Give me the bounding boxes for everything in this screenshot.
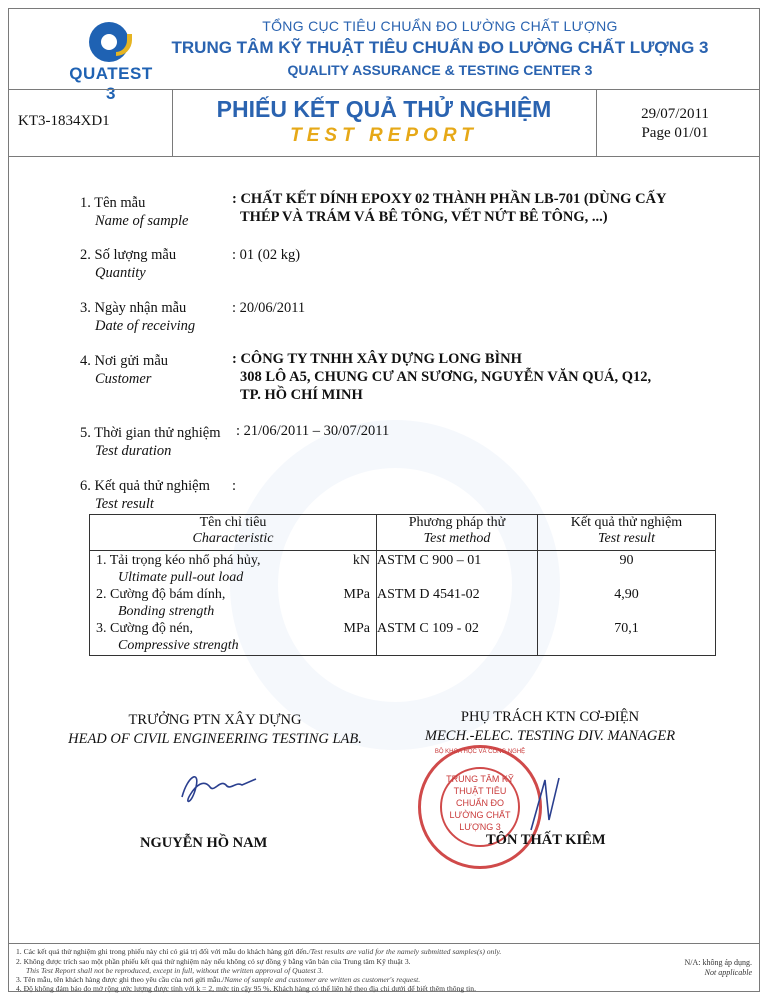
field-value-duration: : 21/06/2011 – 30/07/2011 — [236, 423, 390, 439]
footer-note-2-en: This Test Report shall not be reproduced, except in full, without the written approval of Quatest 3. — [26, 966, 324, 975]
right-signatory-name: TÔN THẤT KIÊM — [486, 832, 606, 848]
table-cell: ASTM C 900 – 01 ASTM D 4541-02 ASTM C 109 - 02 — [377, 551, 538, 656]
footer-note-3: 3. Tên mẫu, tên khách hàng được ghi theo yêu cầu của nơi gửi mẫu./Name of sample and customer are written as customer's request. — [16, 975, 421, 984]
report-date-block — [600, 105, 750, 143]
field-label-result: 6. Kết quả thử nghiệm Test result — [80, 478, 210, 512]
table-header-cell: Kết quả thử nghiệm Test result — [538, 515, 716, 551]
divider — [8, 156, 760, 157]
report-code: KT3-1834XD1 — [18, 113, 110, 129]
field-label-duration: 5. Thời gian thử nghiệm Test duration — [80, 425, 221, 459]
org-name-vn: TRUNG TÂM KỸ THUẬT TIÊU CHUẨN ĐO LƯỜNG CHẤT LƯỢNG 3 — [171, 38, 709, 57]
results-table — [89, 514, 716, 656]
table-cell: 90 4,90 70,1 — [538, 551, 716, 656]
right-signatory-title: PHỤ TRÁCH KTN CƠ-ĐIỆN MECH.-ELEC. TESTING DIV. MANAGER — [424, 709, 676, 744]
table-cell: 1. Tải trọng kéo nhổ phá hủy, kN Ultimate pull-out load 2. Cường độ bám dính, MPa Bonding strength 3. Cường độ nén, MPa Compressive strength — [90, 551, 377, 656]
table-row — [90, 551, 716, 656]
stamp-ring-text: BỘ KHOA HỌC VÀ CÔNG NGHỆ — [434, 749, 526, 755]
report-title-en: TEST REPORT — [290, 125, 478, 146]
table-header-cell: Tên chỉ tiêu Characteristic — [90, 515, 377, 551]
field-label-quantity: 2. Số lượng mẫu Quantity — [80, 247, 177, 281]
field-label-receiving: 3. Ngày nhận mẫu Date of receiving — [80, 300, 196, 334]
footer-divider — [8, 943, 760, 944]
field-value-quantity: : 01 (02 kg) — [232, 247, 301, 263]
divider — [8, 89, 760, 90]
footer-note-2: 2. Không được trích sao một phần phiếu kết quả thử nghiệm này nếu không có sự đồng ý bằng văn bản của Trung tâm Kỹ thuật 3. — [16, 957, 411, 966]
footer-note-1: 1. Các kết quả thử nghiệm ghi trong phiếu này chỉ có giá trị đối với mẫu do khách hàng gửi đến./Test results are valid for the namely submitted samples(s) only. — [16, 947, 502, 956]
stamp-center-text: TRUNG TÂM KỸ THUẬT TIÊU CHUẨN ĐO LƯỜNG CHẤT LƯỢNG 3 — [446, 774, 514, 832]
field-value-result: : — [232, 478, 237, 494]
right-signature-icon — [525, 770, 565, 840]
field-label-sample: 1. Tên mẫu Name of sample — [80, 195, 189, 229]
field-value-customer: : CÔNG TY TNHH XÂY DỰNG LONG BÌNH 308 LÔ A5, CHUNG CƯ AN SƯƠNG, NGUYỄN VĂN QUÁ, Q12, TP. HỒ CHÍ MINH — [232, 351, 652, 403]
table-header-cell: Phương pháp thử Test method — [377, 515, 538, 551]
org-name-en: QUALITY ASSURANCE & TESTING CENTER 3 — [287, 62, 593, 78]
org-top-line: TỔNG CỤC TIÊU CHUẨN ĐO LƯỜNG CHẤT LƯỢNG — [262, 18, 618, 34]
left-signature-icon — [170, 765, 270, 810]
report-title-vn: PHIẾU KẾT QUẢ THỬ NGHIỆM — [216, 96, 552, 122]
logo-hole — [101, 34, 117, 50]
report-date: 29/07/2011 — [641, 106, 709, 122]
field-value-sample: : CHẤT KẾT DÍNH EPOXY 02 THÀNH PHẦN LB-701 (DÙNG CẤY THÉP VÀ TRÁM VÁ BÊ TÔNG, VẾT NỨT BÊ TÔNG, ...) — [232, 191, 667, 225]
footer-na-note: N/A: không áp dụng. Not applicable — [684, 958, 752, 977]
left-signatory-title: TRƯỞNG PTN XÂY DỰNG HEAD OF CIVIL ENGINEERING TESTING LAB. — [68, 712, 362, 747]
field-value-receiving: : 20/06/2011 — [232, 300, 306, 316]
logo-text: QUATEST 3 — [69, 64, 153, 103]
field-label-customer: 4. Nơi gửi mẫu Customer — [80, 353, 169, 387]
footer-note-4: 4. Độ không đảm bảo đo mở rộng ước lượng được tính với k = 2, mức tin cậy 95 %. Khách hàng có thể liên hệ theo địa chỉ dưới để biết thêm thông tin. — [16, 984, 476, 993]
report-page: Page 01/01 — [641, 125, 709, 141]
left-signatory-name: NGUYỄN HỒ NAM — [140, 835, 268, 851]
table-header-row — [90, 515, 716, 551]
divider — [596, 89, 597, 156]
